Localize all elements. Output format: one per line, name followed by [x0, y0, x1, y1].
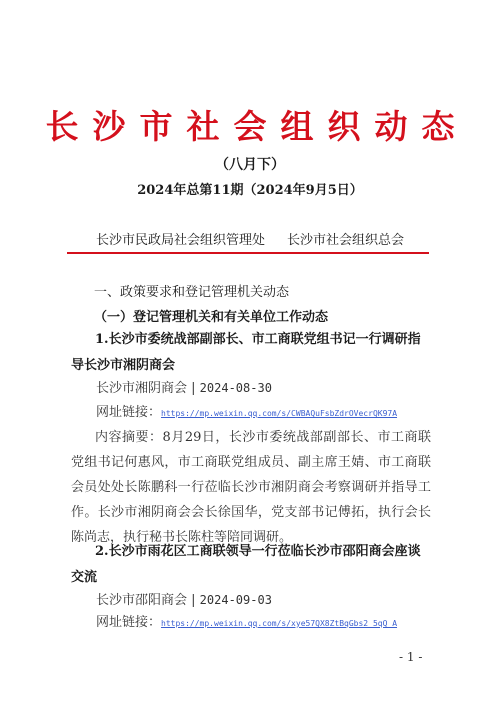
- article-title: 1.长沙市委统战部副部长、市工商联党组书记一行调研指导长沙市湘阴商会: [71, 332, 421, 373]
- newsletter-subtitle: （八月下）: [215, 157, 285, 173]
- issue-info: 2024年总第11期（2024年9月5日）: [137, 183, 363, 198]
- article-source: [96, 589, 272, 612]
- source-name: 长沙市邵阳商会: [96, 593, 188, 608]
- article-source: [96, 377, 272, 400]
- article-link[interactable]: https://mp.weixin.qq.com/s/CWBAQuFsbZdrOVecrQK97A: [161, 409, 398, 418]
- article-link[interactable]: https://mp.weixin.qq.com/s/xye57QX8ZtBqGbs2_5qQ_A: [161, 619, 398, 628]
- link-label: 网址链接：: [96, 405, 162, 420]
- source-name: 长沙市湘阴商会: [96, 381, 188, 396]
- red-divider: [67, 252, 429, 254]
- source-date: 2024-08-30: [199, 381, 272, 395]
- publisher-right: 长沙市社会组织总会: [287, 233, 405, 248]
- source-separator: |: [187, 381, 200, 396]
- section-subheading: （一）登记管理机关和有关单位工作动态: [94, 310, 329, 325]
- article-title: 2.长沙市雨花区工商联领导一行莅临长沙市邵阳商会座谈交流: [71, 544, 421, 585]
- article-link-line: [96, 612, 397, 635]
- source-date: 2024-09-03: [199, 593, 272, 607]
- source-separator: |: [187, 593, 200, 608]
- article-link-line: [96, 402, 397, 425]
- article-summary: 内容摘要：8月29日，长沙市委统战部副部长、市工商联党组书记何惠风，市工商联党组成员、副主席王婧、市工商联会员处处长陈鹏科一行莅临长沙市湘阴商会考察调研并指导工作。长沙市湘阴商会会长徐国华，党支部书记傅拓，执行会长陈尚志，执行秘书长陈柱等陪同调研。: [71, 430, 431, 545]
- section-heading: 一、政策要求和登记管理机关动态: [94, 285, 290, 300]
- publisher-left: 长沙市民政局社会组织管理处: [95, 233, 265, 248]
- publisher-line: [0, 232, 500, 250]
- page-number: - 1 -: [399, 650, 423, 664]
- newsletter-title: 长沙市社会组织动态: [45, 107, 469, 146]
- link-label: 网址链接：: [96, 615, 162, 630]
